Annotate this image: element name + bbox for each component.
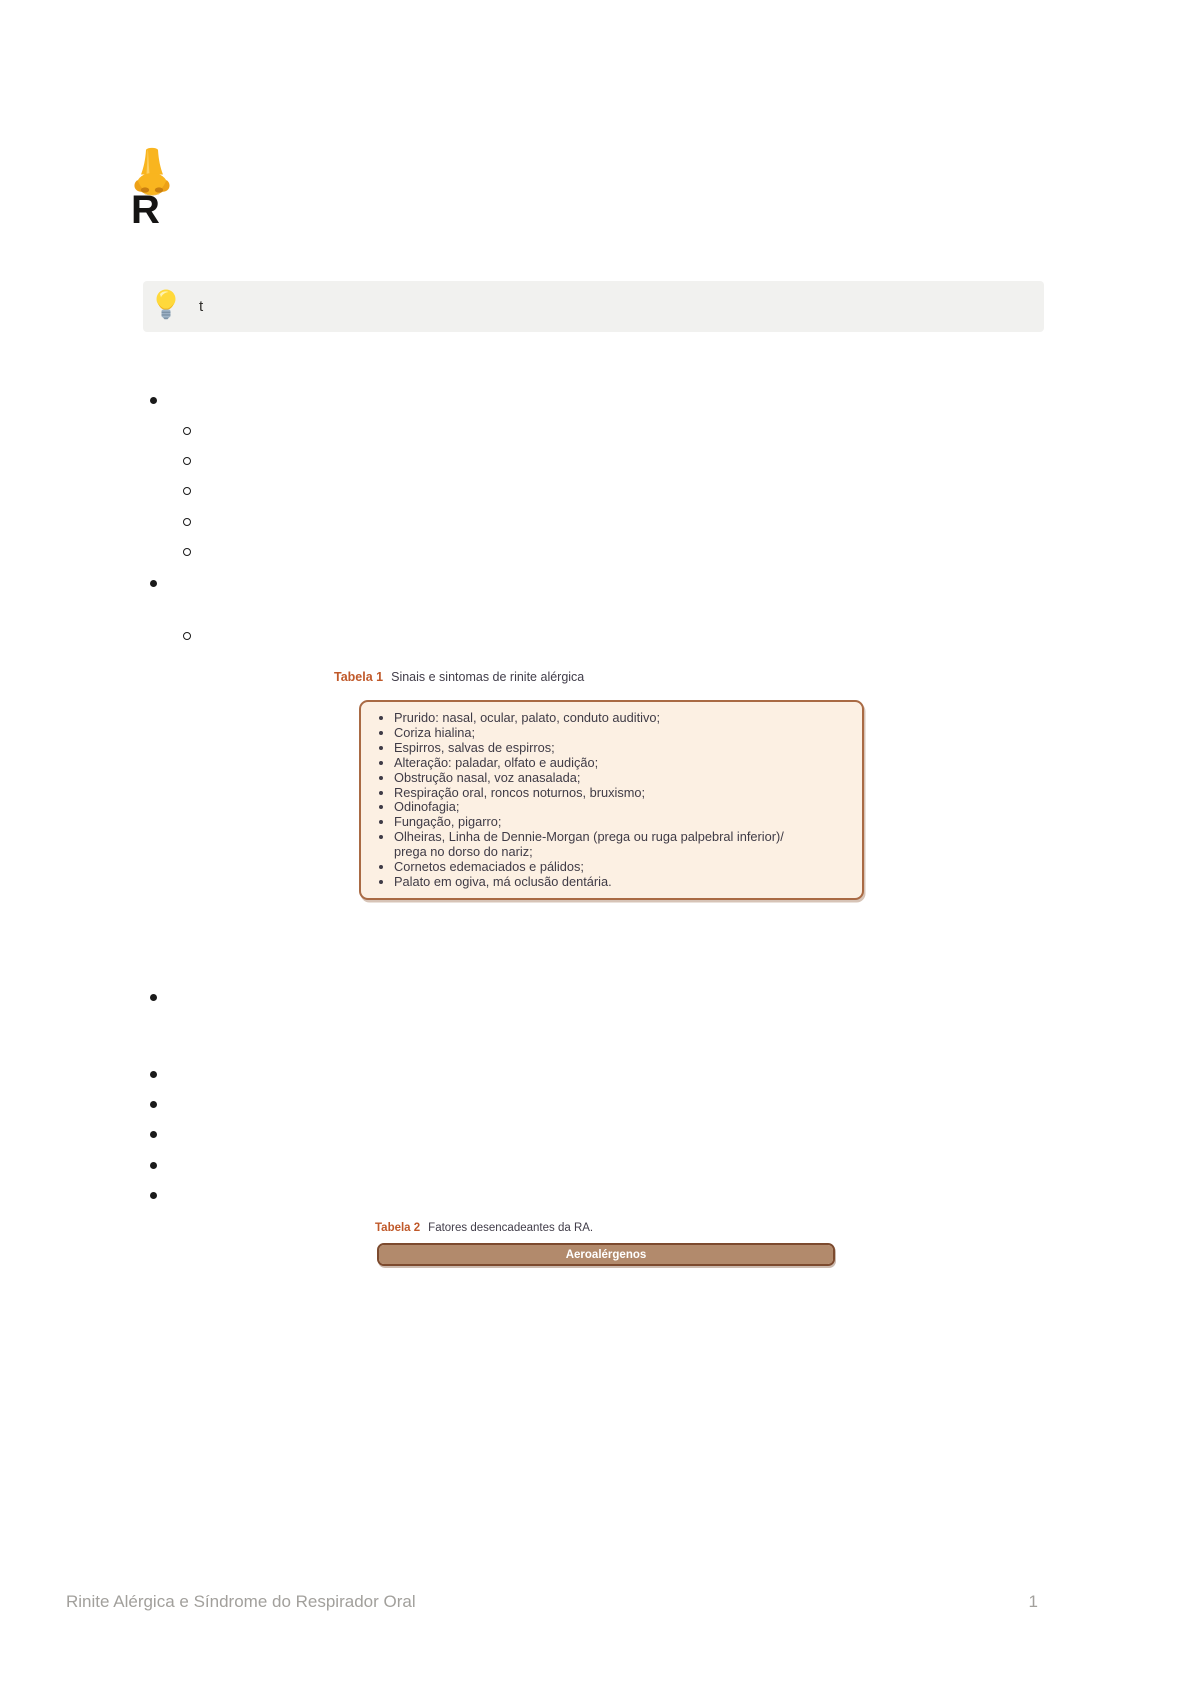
bullet-list-block (146, 568, 1046, 651)
light-bulb-icon-svg (155, 288, 177, 320)
list-item (146, 1120, 1046, 1150)
bullet-circle-marker (183, 457, 191, 465)
bullet-circle-marker (183, 518, 191, 526)
page-footer (66, 1592, 1038, 1612)
tabela2-caption (375, 1222, 593, 1234)
tabela2-table (377, 1243, 835, 1266)
bullet-disc-marker (150, 1192, 157, 1199)
tabela1-item: • Respiração oral, roncos noturnos, bruxismo; (394, 786, 850, 801)
tabela1-item-list (377, 711, 850, 890)
callout (143, 281, 1044, 332)
bullet-disc-marker (150, 1101, 157, 1108)
list-item (146, 982, 1046, 1012)
tabela1-caption-text: Sinais e sintomas de rinite alérgica (391, 670, 585, 684)
list-item (146, 1181, 1046, 1211)
bullet-list-block (146, 1059, 1046, 1211)
bullet-disc-marker (150, 1162, 157, 1169)
tabela1-item: • Obstrução nasal, voz anasalada; (394, 771, 850, 786)
list-item (146, 507, 1046, 537)
tabela1-box (359, 700, 864, 900)
tabela1-item: • Espirros, salvas de espirros; (394, 741, 850, 756)
list-item (146, 537, 1046, 567)
tabela1-item: • Cornetos edemaciados e pálidos; (394, 860, 850, 875)
bullet-circle-marker (183, 487, 191, 495)
list-item (146, 385, 1046, 415)
bullet-circle-marker (183, 427, 191, 435)
list-item (146, 446, 1046, 476)
light-bulb-icon (155, 288, 177, 325)
tabela1-caption (334, 670, 584, 684)
tabela1-item: • Odinofagia; (394, 800, 850, 815)
tabela2-label: Tabela 2 (375, 1222, 421, 1234)
list-item (146, 1059, 1046, 1089)
tabela2-caption-text: Fatores desencadeantes da RA. (428, 1222, 594, 1234)
bullet-circle-marker (183, 632, 191, 640)
page-title: R (131, 188, 161, 232)
bullet-list-block (146, 982, 1046, 1012)
tabela1-item: • Alteração: paladar, olfato e audição; (394, 756, 850, 771)
tabela1-item: • Olheiras, Linha de Dennie-Morgan (prega ou ruga palpebral inferior)/ prega no dorso do nariz; (394, 830, 850, 860)
tabela1-label: Tabela 1 (334, 670, 384, 684)
list-item (146, 620, 1046, 650)
bullet-list-block (146, 385, 1046, 567)
bullet-disc-marker (150, 580, 157, 587)
bullet-circle-marker (183, 548, 191, 556)
footer-page-number: 1 (1028, 1592, 1038, 1611)
callout-text: t (199, 298, 204, 315)
bullet-disc-marker (150, 1071, 157, 1078)
list-item (146, 415, 1046, 445)
table-section-header: Aeroalérgenos (379, 1245, 833, 1264)
tabela1-item: • Coriza hialina; (394, 726, 850, 741)
bullet-disc-marker (150, 994, 157, 1001)
bullet-disc-marker (150, 1131, 157, 1138)
tabela1-item: • Prurido: nasal, ocular, palato, conduto auditivo; (394, 711, 850, 726)
list-item (146, 1089, 1046, 1119)
footer-document-title: Rinite Alérgica e Síndrome do Respirador Oral (66, 1592, 416, 1611)
tabela1-item: • Palato em ogiva, má oclusão dentária. (394, 875, 850, 890)
list-item (146, 476, 1046, 506)
bullet-disc-marker (150, 397, 157, 404)
list-item (146, 568, 1046, 598)
tabela1-item: • Fungação, pigarro; (394, 815, 850, 830)
list-item (146, 1150, 1046, 1180)
